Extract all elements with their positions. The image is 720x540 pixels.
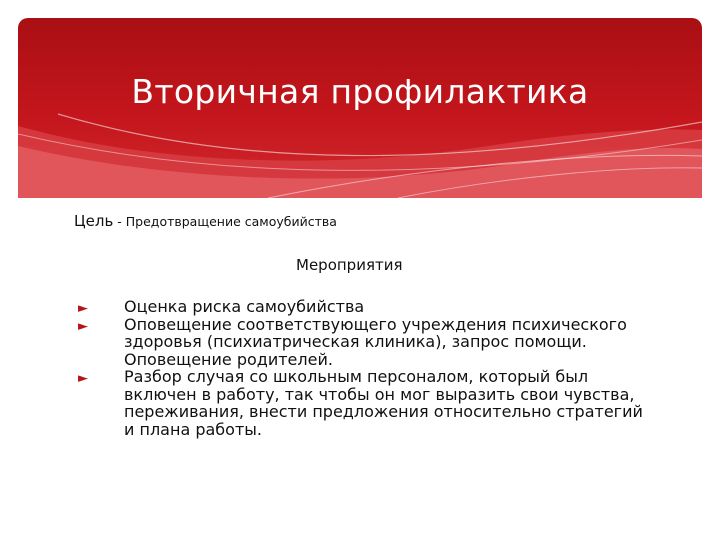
measures-list [78,298,658,438]
goal-text: Предотвращение самоубийства [125,214,337,229]
right-triangle-icon: ► [78,318,88,334]
goal-label: Цель [74,212,114,230]
goal-separator: - [113,214,126,229]
list-item [78,298,658,316]
header-banner [18,18,702,198]
right-triangle-icon: ► [78,301,88,316]
right-triangle-icon: ► [78,371,88,386]
list-item [78,316,658,369]
goal-line [74,212,337,230]
list-item-text: Оценка риска самоубийства [124,297,365,316]
list-item [78,368,658,438]
list-item-text: Оповещение соответствующего учреждения психического здоровья (психиатрическая клиника), запрос помощи. Оповещение родителей. [124,314,627,369]
list-item-text: Разбор случая со школьным персоналом, который был включен в работу, так чтобы он мог выразить свои чувства, переживания, внести предложения относительно стратегий и плана работы. [124,367,643,439]
slide-title: Вторичная профилактика [131,72,589,111]
measures-heading: Мероприятия [296,256,403,274]
